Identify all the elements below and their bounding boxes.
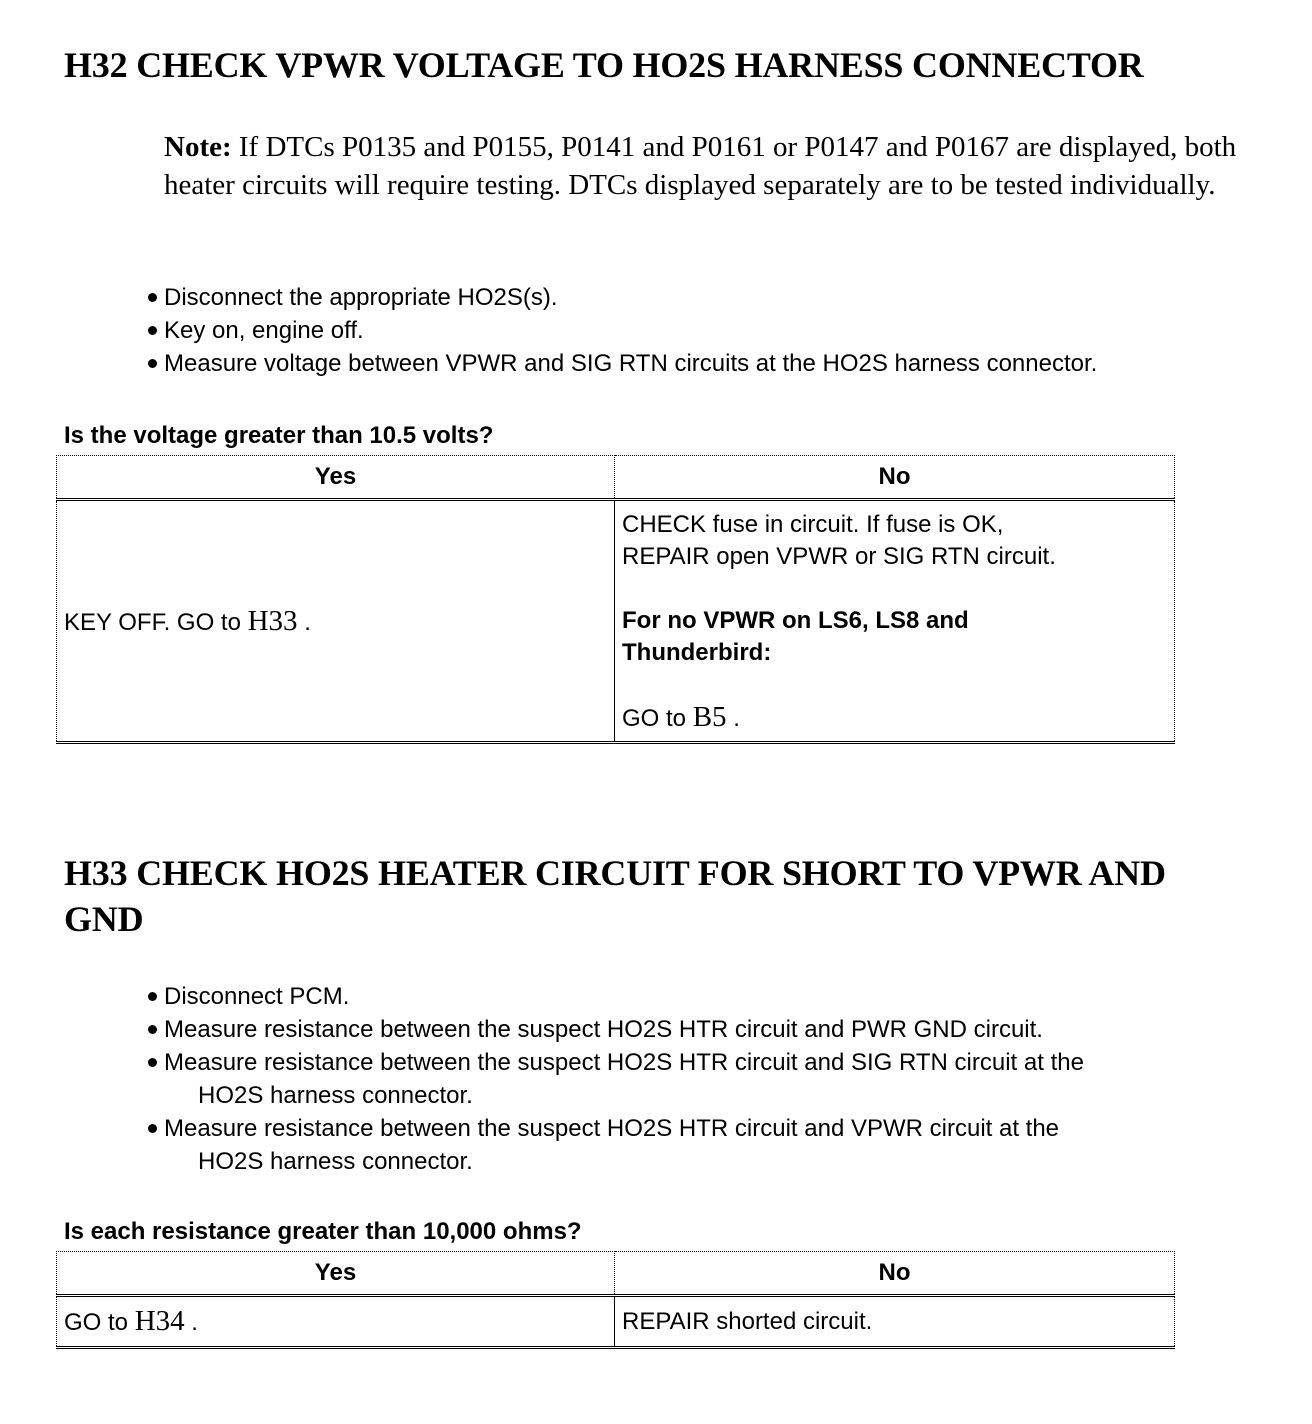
note-text: If DTCs P0135 and P0155, P0141 and P0161 or P0147 and P0167 are displayed, both heater circuits will require testing. DTCs displayed separately are to be tested individually. <box>164 131 1237 201</box>
cell-text: GO to <box>64 1309 135 1336</box>
bullet-icon <box>148 1025 157 1034</box>
link-b5[interactable]: B5 <box>692 701 727 733</box>
list-item-text: Measure voltage between VPWR and SIG RTN circuits at the HO2S harness connector. <box>164 350 1098 377</box>
note-paragraph <box>164 128 1254 204</box>
list-item <box>146 347 1097 380</box>
list-item-text-wrap: HO2S harness connector. <box>198 1148 473 1175</box>
h32-question: Is the voltage greater than 10.5 volts? <box>64 422 494 449</box>
note-label: Note: <box>164 131 232 163</box>
bullet-icon <box>148 1124 157 1133</box>
list-item <box>146 1013 1084 1046</box>
link-h33[interactable]: H33 <box>247 604 298 637</box>
list-item-text: Key on, engine off. <box>164 317 364 344</box>
list-item-text: Disconnect PCM. <box>164 983 350 1010</box>
cell-text: GO to <box>622 705 693 732</box>
list-item-text-wrap: HO2S harness connector. <box>198 1082 473 1109</box>
list-item-text: Disconnect the appropriate HO2S(s). <box>164 284 558 311</box>
cell-suffix: . <box>184 1309 198 1336</box>
h33-question: Is each resistance greater than 10,000 ohms? <box>64 1218 582 1245</box>
table-header-yes: Yes <box>57 1252 615 1296</box>
list-item-text: Measure resistance between the suspect HO2S HTR circuit and PWR GND circuit. <box>164 1016 1043 1043</box>
list-item <box>146 314 1097 347</box>
cell-bold-text: Thunderbird: <box>622 639 772 666</box>
bullet-icon <box>148 326 157 335</box>
cell-text: KEY OFF. GO to <box>64 608 248 636</box>
table-cell-yes <box>57 500 615 743</box>
table-header-no: No <box>615 1252 1175 1296</box>
bullet-icon <box>148 359 157 368</box>
table-header-no: No <box>615 456 1175 500</box>
list-item-text: Measure resistance between the suspect HO2S HTR circuit and VPWR circuit at the <box>164 1115 1060 1142</box>
table-header-yes: Yes <box>57 456 615 500</box>
h32-instruction-list <box>146 281 1097 380</box>
list-item-text: Measure resistance between the suspect HO2S HTR circuit and SIG RTN circuit at the <box>164 1049 1084 1076</box>
bullet-icon <box>148 293 157 302</box>
table-cell-no <box>615 500 1175 743</box>
step-title-h32: H32 CHECK VPWR VOLTAGE TO HO2S HARNESS CONNECTOR <box>64 45 1144 85</box>
bullet-icon <box>148 1058 157 1067</box>
table-cell-yes <box>57 1296 615 1348</box>
table-cell-no: REPAIR shorted circuit. <box>615 1296 1175 1348</box>
step-title-h33: H33 CHECK HO2S HEATER CIRCUIT FOR SHORT TO VPWR AND GND <box>64 853 1166 939</box>
cell-text: REPAIR open VPWR or SIG RTN circuit. <box>622 543 1056 570</box>
list-item <box>146 980 1084 1013</box>
list-item <box>146 1046 1084 1112</box>
h33-yes-no-table <box>56 1251 1175 1349</box>
cell-bold-text: For no VPWR on LS6, LS8 and <box>622 607 969 634</box>
list-item <box>146 281 1097 314</box>
link-h34[interactable]: H34 <box>134 1305 185 1337</box>
cell-text: CHECK fuse in circuit. If fuse is OK, <box>622 511 1004 538</box>
cell-suffix: . <box>726 705 740 732</box>
h33-instruction-list <box>146 980 1084 1178</box>
list-item <box>146 1112 1084 1178</box>
cell-suffix: . <box>297 608 311 636</box>
bullet-icon <box>148 992 157 1001</box>
h32-yes-no-table <box>56 455 1175 744</box>
